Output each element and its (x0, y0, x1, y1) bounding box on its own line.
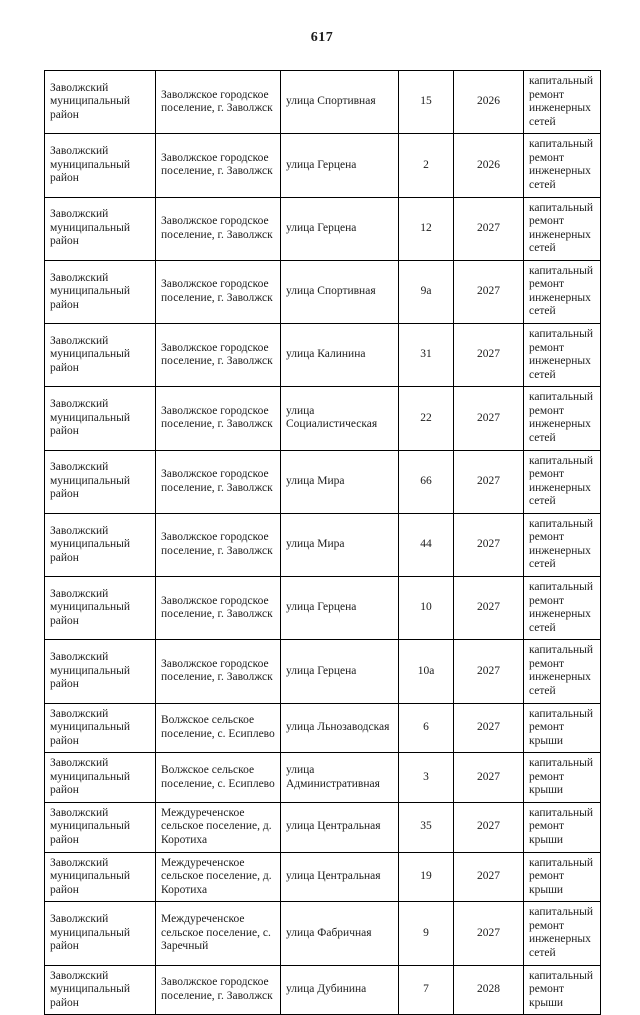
cell-house: 31 (399, 324, 454, 387)
cell-house: 9а (399, 260, 454, 323)
cell-settlement: Заволжское городское поселение, г. Заволжск (156, 640, 281, 703)
cell-street: улица Калинина (281, 324, 399, 387)
cell-settlement: Заволжское городское поселение, г. Заволжск (156, 71, 281, 134)
cell-year: 2027 (454, 324, 524, 387)
cell-work: капитальный ремонт крыши (524, 802, 601, 852)
cell-house: 6 (399, 703, 454, 753)
cell-year: 2027 (454, 902, 524, 965)
cell-year: 2028 (454, 965, 524, 1015)
cell-year: 2027 (454, 260, 524, 323)
cell-work: капитальный ремонт инженерных сетей (524, 324, 601, 387)
cell-district: Заволжский муниципальный район (45, 134, 156, 197)
cell-year: 2027 (454, 450, 524, 513)
cell-house: 9 (399, 902, 454, 965)
cell-year: 2027 (454, 577, 524, 640)
cell-year: 2027 (454, 640, 524, 703)
cell-house: 19 (399, 852, 454, 902)
cell-year: 2027 (454, 387, 524, 450)
cell-settlement: Заволжское городское поселение, г. Заволжск (156, 577, 281, 640)
cell-year: 2027 (454, 197, 524, 260)
cell-district: Заволжский муниципальный район (45, 387, 156, 450)
table-row (45, 71, 601, 134)
cell-settlement: Заволжское городское поселение, г. Заволжск (156, 513, 281, 576)
cell-work: капитальный ремонт инженерных сетей (524, 640, 601, 703)
cell-year: 2026 (454, 134, 524, 197)
cell-district: Заволжский муниципальный район (45, 513, 156, 576)
cell-district: Заволжский муниципальный район (45, 753, 156, 803)
table-row (45, 260, 601, 323)
cell-work: капитальный ремонт крыши (524, 753, 601, 803)
cell-settlement: Заволжское городское поселение, г. Заволжск (156, 324, 281, 387)
cell-work: капитальный ремонт крыши (524, 703, 601, 753)
table-row (45, 965, 601, 1015)
cell-work: капитальный ремонт инженерных сетей (524, 134, 601, 197)
cell-work: капитальный ремонт инженерных сетей (524, 71, 601, 134)
cell-house: 7 (399, 965, 454, 1015)
cell-settlement: Заволжское городское поселение, г. Заволжск (156, 134, 281, 197)
cell-work: капитальный ремонт инженерных сетей (524, 450, 601, 513)
cell-street: улица Мира (281, 513, 399, 576)
cell-street: улица Спортивная (281, 71, 399, 134)
cell-district: Заволжский муниципальный район (45, 71, 156, 134)
cell-street: улица Центральная (281, 852, 399, 902)
cell-work: капитальный ремонт инженерных сетей (524, 387, 601, 450)
cell-house: 2 (399, 134, 454, 197)
table-row (45, 450, 601, 513)
cell-district: Заволжский муниципальный район (45, 450, 156, 513)
cell-year: 2027 (454, 852, 524, 902)
table-row (45, 197, 601, 260)
cell-street: улица Льнозаводская (281, 703, 399, 753)
cell-work: капитальный ремонт инженерных сетей (524, 197, 601, 260)
table-row (45, 324, 601, 387)
capital-repair-schedule-table (44, 70, 601, 1015)
cell-settlement: Волжское сельское поселение, с. Есиплево (156, 753, 281, 803)
cell-settlement: Междуреченское сельское поселение, д. Коротиха (156, 802, 281, 852)
cell-street: улица Дубинина (281, 965, 399, 1015)
cell-settlement: Междуреченское сельское поселение, с. Заречный (156, 902, 281, 965)
cell-house: 10 (399, 577, 454, 640)
cell-settlement: Заволжское городское поселение, г. Заволжск (156, 965, 281, 1015)
cell-street: улица Герцена (281, 134, 399, 197)
cell-house: 12 (399, 197, 454, 260)
cell-settlement: Заволжское городское поселение, г. Заволжск (156, 197, 281, 260)
cell-street: улица Административная (281, 753, 399, 803)
cell-year: 2027 (454, 802, 524, 852)
page-number: 617 (310, 30, 334, 45)
cell-street: улица Спортивная (281, 260, 399, 323)
cell-district: Заволжский муниципальный район (45, 577, 156, 640)
cell-district: Заволжский муниципальный район (45, 703, 156, 753)
cell-settlement: Волжское сельское поселение, с. Есиплево (156, 703, 281, 753)
table-row (45, 753, 601, 803)
cell-street: улица Социалистическая (281, 387, 399, 450)
cell-year: 2027 (454, 703, 524, 753)
cell-district: Заволжский муниципальный район (45, 802, 156, 852)
cell-house: 44 (399, 513, 454, 576)
cell-district: Заволжский муниципальный район (45, 902, 156, 965)
table-row (45, 802, 601, 852)
cell-work: капитальный ремонт крыши (524, 852, 601, 902)
table-row (45, 577, 601, 640)
cell-district: Заволжский муниципальный район (45, 324, 156, 387)
cell-district: Заволжский муниципальный район (45, 197, 156, 260)
cell-street: улица Мира (281, 450, 399, 513)
cell-house: 15 (399, 71, 454, 134)
cell-work: капитальный ремонт крыши (524, 965, 601, 1015)
cell-year: 2026 (454, 71, 524, 134)
cell-year: 2027 (454, 753, 524, 803)
cell-district: Заволжский муниципальный район (45, 965, 156, 1015)
cell-house: 22 (399, 387, 454, 450)
cell-work: капитальный ремонт инженерных сетей (524, 902, 601, 965)
schedule-table-body (45, 71, 601, 1015)
cell-year: 2027 (454, 513, 524, 576)
cell-district: Заволжский муниципальный район (45, 260, 156, 323)
table-row (45, 387, 601, 450)
cell-street: улица Центральная (281, 802, 399, 852)
cell-house: 35 (399, 802, 454, 852)
cell-street: улица Герцена (281, 577, 399, 640)
cell-work: капитальный ремонт инженерных сетей (524, 513, 601, 576)
cell-settlement: Заволжское городское поселение, г. Заволжск (156, 450, 281, 513)
table-row (45, 134, 601, 197)
cell-settlement: Заволжское городское поселение, г. Заволжск (156, 260, 281, 323)
cell-settlement: Междуреченское сельское поселение, д. Коротиха (156, 852, 281, 902)
cell-house: 3 (399, 753, 454, 803)
table-row (45, 703, 601, 753)
table-row (45, 852, 601, 902)
cell-house: 66 (399, 450, 454, 513)
cell-district: Заволжский муниципальный район (45, 852, 156, 902)
table-row (45, 902, 601, 965)
cell-work: капитальный ремонт инженерных сетей (524, 577, 601, 640)
cell-house: 10а (399, 640, 454, 703)
cell-settlement: Заволжское городское поселение, г. Заволжск (156, 387, 281, 450)
table-row (45, 513, 601, 576)
table-row (45, 640, 601, 703)
cell-street: улица Фабричная (281, 902, 399, 965)
cell-street: улица Герцена (281, 197, 399, 260)
cell-district: Заволжский муниципальный район (45, 640, 156, 703)
cell-street: улица Герцена (281, 640, 399, 703)
cell-work: капитальный ремонт инженерных сетей (524, 260, 601, 323)
